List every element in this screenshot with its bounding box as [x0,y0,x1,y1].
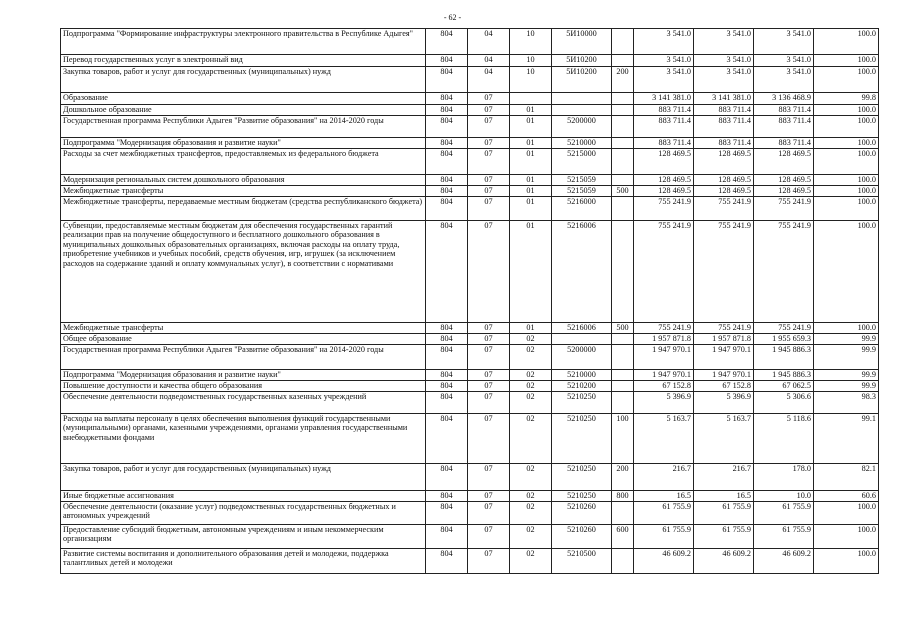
adjusted-amount: 67 152.8 [694,381,754,392]
target-article-code: 5200000 [552,345,612,370]
row-name: Обеспечение деятельности (оказание услуг) подведомственных государственных бюджетных и автономных учреждений [61,502,426,525]
dept-code: 804 [426,345,468,370]
row-name: Расходы на выплаты персоналу в целях обеспечения выполнения функций государственными (муниципальными) органами, казенными учреждениями, органами управления государственными внебюджетными фондами [61,414,426,464]
dept-code: 804 [426,55,468,67]
table-row [61,105,879,116]
target-article-code: 5210250 [552,464,612,491]
target-article-code: 5И10200 [552,67,612,93]
section-code: 07 [468,345,510,370]
execution-percent: 100.0 [814,221,879,323]
subsection-code: 01 [510,323,552,334]
execution-percent: 99.1 [814,414,879,464]
dept-code: 804 [426,105,468,116]
executed-amount: 128 469.5 [754,186,814,197]
dept-code: 804 [426,323,468,334]
approved-amount: 16.5 [634,491,694,502]
target-article-code: 5210250 [552,491,612,502]
approved-amount: 46 609.2 [634,549,694,574]
executed-amount: 883 711.4 [754,105,814,116]
target-article-code: 5И10200 [552,55,612,67]
adjusted-amount: 883 711.4 [694,105,754,116]
adjusted-amount: 5 396.9 [694,392,754,414]
executed-amount: 61 755.9 [754,525,814,549]
approved-amount: 1 947 970.1 [634,345,694,370]
subsection-code: 02 [510,549,552,574]
adjusted-amount: 755 241.9 [694,221,754,323]
table-row [61,197,879,221]
target-article-code: 5210250 [552,392,612,414]
table-row [61,392,879,414]
expense-type-code: 200 [612,67,634,93]
adjusted-amount: 216.7 [694,464,754,491]
executed-amount: 46 609.2 [754,549,814,574]
target-article-code: 5200000 [552,116,612,138]
target-article-code: 5210500 [552,549,612,574]
subsection-code: 02 [510,345,552,370]
execution-percent: 99.8 [814,93,879,105]
approved-amount: 1 947 970.1 [634,370,694,381]
execution-percent: 99.9 [814,381,879,392]
section-code: 07 [468,491,510,502]
adjusted-amount: 883 711.4 [694,138,754,149]
dept-code: 804 [426,221,468,323]
approved-amount: 3 541.0 [634,29,694,55]
target-article-code [552,105,612,116]
table-row [61,414,879,464]
subsection-code: 02 [510,464,552,491]
executed-amount: 3 136 468.9 [754,93,814,105]
table-row [61,381,879,392]
expense-type-code [612,197,634,221]
approved-amount: 755 241.9 [634,323,694,334]
dept-code: 804 [426,370,468,381]
row-name: Закупка товаров, работ и услуг для государственных (муниципальных) нужд [61,464,426,491]
section-code: 07 [468,116,510,138]
subsection-code: 02 [510,491,552,502]
adjusted-amount: 128 469.5 [694,175,754,186]
adjusted-amount: 61 755.9 [694,502,754,525]
dept-code: 804 [426,93,468,105]
table-row [61,345,879,370]
expense-type-code: 500 [612,323,634,334]
dept-code: 804 [426,334,468,345]
dept-code: 804 [426,381,468,392]
target-article-code: 5210200 [552,381,612,392]
subsection-code: 01 [510,149,552,175]
adjusted-amount: 46 609.2 [694,549,754,574]
executed-amount: 1 955 659.3 [754,334,814,345]
section-code: 07 [468,414,510,464]
dept-code: 804 [426,67,468,93]
executed-amount: 61 755.9 [754,502,814,525]
adjusted-amount: 16.5 [694,491,754,502]
row-name: Межбюджетные трансферты, передаваемые местным бюджетам (средства республиканского бюджета) [61,197,426,221]
row-name: Обеспечение деятельности подведомственных государственных казенных учреждений [61,392,426,414]
approved-amount: 755 241.9 [634,221,694,323]
expense-type-code [612,221,634,323]
row-name: Подпрограмма "Модернизация образования и развитие науки" [61,370,426,381]
subsection-code: 01 [510,175,552,186]
table-body [61,29,879,574]
table-row [61,323,879,334]
section-code: 07 [468,392,510,414]
dept-code: 804 [426,549,468,574]
execution-percent: 60.6 [814,491,879,502]
adjusted-amount: 3 541.0 [694,67,754,93]
execution-percent: 82.1 [814,464,879,491]
expense-type-code [612,105,634,116]
row-name: Подпрограмма "Формирование инфраструктуры электронного правительства в Республике Адыгея" [61,29,426,55]
expense-type-code: 100 [612,414,634,464]
expense-type-code [612,334,634,345]
expense-type-code [612,392,634,414]
approved-amount: 67 152.8 [634,381,694,392]
adjusted-amount: 61 755.9 [694,525,754,549]
table-row [61,186,879,197]
approved-amount: 3 541.0 [634,55,694,67]
execution-percent: 100.0 [814,138,879,149]
target-article-code [552,93,612,105]
execution-percent: 100.0 [814,55,879,67]
executed-amount: 1 945 886.3 [754,370,814,381]
table-row [61,116,879,138]
adjusted-amount: 1 957 871.8 [694,334,754,345]
adjusted-amount: 128 469.5 [694,149,754,175]
dept-code: 804 [426,414,468,464]
target-article-code: 5216006 [552,323,612,334]
target-article-code: 5216000 [552,197,612,221]
executed-amount: 755 241.9 [754,221,814,323]
expense-type-code: 600 [612,525,634,549]
section-code: 07 [468,502,510,525]
target-article-code: 5И10000 [552,29,612,55]
executed-amount: 755 241.9 [754,323,814,334]
adjusted-amount: 1 947 970.1 [694,345,754,370]
execution-percent: 100.0 [814,175,879,186]
section-code: 07 [468,549,510,574]
table-row [61,149,879,175]
section-code: 04 [468,67,510,93]
target-article-code: 5210000 [552,138,612,149]
approved-amount: 216.7 [634,464,694,491]
execution-percent: 99.9 [814,334,879,345]
approved-amount: 128 469.5 [634,175,694,186]
execution-percent: 100.0 [814,323,879,334]
dept-code: 804 [426,464,468,491]
adjusted-amount: 883 711.4 [694,116,754,138]
section-code: 07 [468,525,510,549]
table-row [61,138,879,149]
expense-type-code [612,93,634,105]
expense-type-code [612,345,634,370]
page-number: - 62 - [443,13,462,22]
subsection-code: 01 [510,186,552,197]
table-row [61,502,879,525]
row-name: Дошкольное образование [61,105,426,116]
table-row [61,549,879,574]
dept-code: 804 [426,392,468,414]
dept-code: 804 [426,186,468,197]
row-name: Образование [61,93,426,105]
executed-amount: 3 541.0 [754,55,814,67]
subsection-code: 02 [510,381,552,392]
dept-code: 804 [426,502,468,525]
executed-amount: 10.0 [754,491,814,502]
adjusted-amount: 755 241.9 [694,197,754,221]
executed-amount: 3 541.0 [754,67,814,93]
section-code: 07 [468,381,510,392]
row-name: Развитие системы воспитания и дополнительного образования детей и молодежи, поддержка талантливых детей и молодежи [61,549,426,574]
execution-percent: 100.0 [814,502,879,525]
subsection-code: 01 [510,138,552,149]
expense-type-code [612,549,634,574]
executed-amount: 128 469.5 [754,175,814,186]
dept-code: 804 [426,197,468,221]
table-row [61,334,879,345]
approved-amount: 128 469.5 [634,186,694,197]
target-article-code: 5216006 [552,221,612,323]
execution-percent: 100.0 [814,116,879,138]
executed-amount: 5 118.6 [754,414,814,464]
row-name: Общее образование [61,334,426,345]
row-name: Перевод государственных услуг в электронный вид [61,55,426,67]
expense-type-code [612,502,634,525]
expense-type-code [612,370,634,381]
adjusted-amount: 1 947 970.1 [694,370,754,381]
expense-type-code [612,116,634,138]
dept-code: 804 [426,491,468,502]
executed-amount: 178.0 [754,464,814,491]
row-name: Подпрограмма "Модернизация образования и развитие науки" [61,138,426,149]
execution-percent: 100.0 [814,197,879,221]
dept-code: 804 [426,175,468,186]
subsection-code: 01 [510,105,552,116]
table-row [61,175,879,186]
dept-code: 804 [426,29,468,55]
section-code: 07 [468,138,510,149]
approved-amount: 883 711.4 [634,138,694,149]
approved-amount: 61 755.9 [634,525,694,549]
section-code: 07 [468,370,510,381]
subsection-code: 02 [510,370,552,381]
approved-amount: 5 163.7 [634,414,694,464]
execution-percent: 99.9 [814,345,879,370]
adjusted-amount: 755 241.9 [694,323,754,334]
section-code: 07 [468,105,510,116]
target-article-code: 5210250 [552,414,612,464]
target-article-code: 5215059 [552,186,612,197]
subsection-code: 02 [510,392,552,414]
execution-percent: 100.0 [814,29,879,55]
executed-amount: 883 711.4 [754,138,814,149]
dept-code: 804 [426,525,468,549]
table-row [61,491,879,502]
target-article-code: 5210000 [552,370,612,381]
approved-amount: 3 541.0 [634,67,694,93]
approved-amount: 128 469.5 [634,149,694,175]
expense-type-code: 200 [612,464,634,491]
execution-percent: 100.0 [814,549,879,574]
row-name: Межбюджетные трансферты [61,186,426,197]
section-code: 07 [468,175,510,186]
row-name: Расходы за счет межбюджетных трансфертов, предоставляемых из федерального бюджета [61,149,426,175]
table-row [61,93,879,105]
row-name: Государственная программа Республики Адыгея "Развитие образования" на 2014-2020 годы [61,345,426,370]
row-name: Закупка товаров, работ и услуг для государственных (муниципальных) нужд [61,67,426,93]
section-code: 07 [468,334,510,345]
section-code: 07 [468,186,510,197]
target-article-code: 5210260 [552,502,612,525]
execution-percent: 100.0 [814,186,879,197]
execution-percent: 100.0 [814,67,879,93]
target-article-code: 5215059 [552,175,612,186]
approved-amount: 1 957 871.8 [634,334,694,345]
adjusted-amount: 3 141 381.0 [694,93,754,105]
execution-percent: 100.0 [814,105,879,116]
section-code: 04 [468,29,510,55]
section-code: 07 [468,197,510,221]
approved-amount: 3 141 381.0 [634,93,694,105]
table-row [61,370,879,381]
expense-type-code [612,29,634,55]
table-row [61,55,879,67]
approved-amount: 61 755.9 [634,502,694,525]
subsection-code: 10 [510,67,552,93]
target-article-code: 5210260 [552,525,612,549]
executed-amount: 67 062.5 [754,381,814,392]
section-code: 07 [468,464,510,491]
approved-amount: 5 396.9 [634,392,694,414]
table-row [61,221,879,323]
executed-amount: 5 306.6 [754,392,814,414]
subsection-code: 01 [510,116,552,138]
execution-percent: 100.0 [814,525,879,549]
section-code: 04 [468,55,510,67]
subsection-code: 02 [510,334,552,345]
subsection-code: 01 [510,197,552,221]
dept-code: 804 [426,149,468,175]
subsection-code: 10 [510,29,552,55]
table-row [61,525,879,549]
adjusted-amount: 128 469.5 [694,186,754,197]
table-row [61,464,879,491]
expense-type-code [612,55,634,67]
section-code: 07 [468,221,510,323]
section-code: 07 [468,149,510,175]
row-name: Субвенции, предоставляемые местным бюджетам для обеспечения государственных гарантий реализации прав на получение общедоступного и бесплатного дошкольного образования в муниципальных дошкольных образовательных организациях, включая расходы на оплату труда, приобретение учебников и учебных пособий, средств обучения, игр, игрушек (за исключением расходов на содержание зданий и оплату коммунальных услуг), в соответствии с нормативами [61,221,426,323]
dept-code: 804 [426,138,468,149]
subsection-code: 02 [510,502,552,525]
adjusted-amount: 5 163.7 [694,414,754,464]
target-article-code: 5215000 [552,149,612,175]
executed-amount: 1 945 886.3 [754,345,814,370]
row-name: Повышение доступности и качества общего образования [61,381,426,392]
dept-code: 804 [426,116,468,138]
subsection-code: 10 [510,55,552,67]
adjusted-amount: 3 541.0 [694,29,754,55]
approved-amount: 883 711.4 [634,105,694,116]
subsection-code: 02 [510,525,552,549]
adjusted-amount: 3 541.0 [694,55,754,67]
expense-type-code [612,381,634,392]
executed-amount: 755 241.9 [754,197,814,221]
subsection-code: 02 [510,414,552,464]
section-code: 07 [468,93,510,105]
approved-amount: 755 241.9 [634,197,694,221]
row-name: Модернизация региональных систем дошкольного образования [61,175,426,186]
expense-type-code [612,175,634,186]
approved-amount: 883 711.4 [634,116,694,138]
executed-amount: 883 711.4 [754,116,814,138]
expense-type-code [612,138,634,149]
section-code: 07 [468,323,510,334]
execution-percent: 100.0 [814,149,879,175]
row-name: Межбюджетные трансферты [61,323,426,334]
table-row [61,29,879,55]
expense-type-code: 800 [612,491,634,502]
target-article-code [552,334,612,345]
subsection-code [510,93,552,105]
execution-percent: 98.3 [814,392,879,414]
executed-amount: 3 541.0 [754,29,814,55]
row-name: Предоставление субсидий бюджетным, автономным учреждениям и иным некоммерческим организациям [61,525,426,549]
execution-percent: 99.9 [814,370,879,381]
executed-amount: 128 469.5 [754,149,814,175]
row-name: Иные бюджетные ассигнования [61,491,426,502]
table-row [61,67,879,93]
expense-type-code: 500 [612,186,634,197]
budget-table [60,28,879,574]
expense-type-code [612,149,634,175]
subsection-code: 01 [510,221,552,323]
row-name: Государственная программа Республики Адыгея "Развитие образования" на 2014-2020 годы [61,116,426,138]
